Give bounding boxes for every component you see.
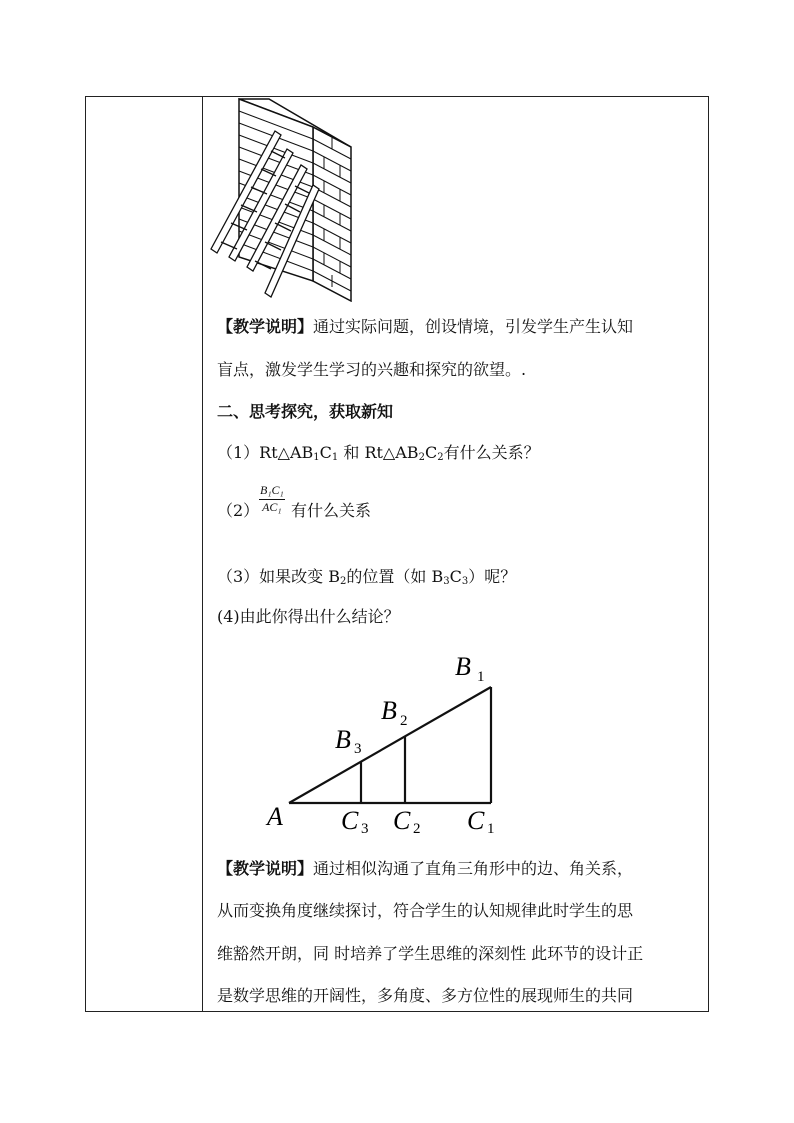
content-cell bbox=[203, 97, 708, 1011]
fraction-numerator: B₁C₁ bbox=[259, 483, 285, 500]
q1-sub: 2 bbox=[437, 452, 444, 463]
question-4: (4)由此你得出什么结论？ bbox=[217, 607, 400, 626]
explanation-1-line-2: 盲点，激发学生学习的兴趣和探究的欲望。. bbox=[217, 360, 527, 379]
explanation-1-line-1 bbox=[217, 317, 633, 337]
label-a: A bbox=[267, 802, 283, 831]
q3-suffix: ）呢？ bbox=[468, 567, 517, 586]
q3-text: 的位置（如 B bbox=[346, 567, 444, 586]
label-c1-sub: 1 bbox=[487, 821, 495, 837]
explanation-text: 通过相似沟通了直角三角形中的边、角关系， bbox=[313, 859, 634, 878]
explanation-label: 【教学说明】 bbox=[217, 317, 314, 336]
question-1 bbox=[217, 443, 540, 468]
label-c1: C bbox=[467, 806, 485, 835]
question-2-suffix: 有什么关系 bbox=[291, 501, 372, 520]
explanation-text: 通过实际问题，创设情境，引发学生产生认知 bbox=[313, 317, 634, 336]
label-b3: B bbox=[335, 725, 351, 754]
label-b2-sub: 2 bbox=[400, 713, 408, 729]
q1-sub: 1 bbox=[313, 452, 320, 463]
q3-text: C bbox=[449, 567, 462, 586]
label-b2: B bbox=[381, 696, 397, 725]
label-c3: C bbox=[341, 806, 359, 835]
label-c3-sub: 3 bbox=[361, 821, 369, 837]
q1-prefix: （1）Rt△AB bbox=[217, 443, 314, 462]
q1-sub: 1 bbox=[331, 452, 339, 463]
question-3 bbox=[217, 567, 516, 592]
q1-suffix: 有什么关系？ bbox=[443, 443, 540, 462]
question-2-prefix: （2） bbox=[217, 501, 260, 520]
label-b1-sub: 1 bbox=[477, 669, 485, 685]
explanation-2-line-2: 从而变换角度继续探讨，符合学生的认知规律此时学生的思 bbox=[217, 901, 634, 920]
explanation-2-line-4: 是数学思维的开阔性，多角度、多方位性的展现师生的共同 bbox=[217, 986, 634, 1005]
q1-text: 和 Rt△AB bbox=[338, 443, 419, 462]
q3-sub: 2 bbox=[340, 576, 347, 587]
section-heading: 二、思考探究，获取新知 bbox=[217, 402, 394, 421]
label-b3-sub: 3 bbox=[354, 741, 362, 757]
explanation-2-line-1 bbox=[217, 859, 633, 879]
lesson-table bbox=[85, 96, 709, 1012]
label-b1: B bbox=[455, 652, 471, 681]
fraction bbox=[259, 483, 285, 515]
explanation-2-line-3: 维豁然开朗，同 时培养了学生思维的深刻性 此环节的设计正 bbox=[217, 944, 644, 963]
q1-sub: 2 bbox=[418, 452, 425, 463]
label-c2-sub: 2 bbox=[413, 821, 421, 837]
q3-sub: 3 bbox=[443, 576, 450, 587]
label-c2: C bbox=[393, 806, 411, 835]
q3-prefix: （3）如果改变 B bbox=[217, 567, 341, 586]
q1-text: C bbox=[319, 443, 332, 462]
q3-sub: 3 bbox=[461, 576, 469, 587]
similar-triangles-figure bbox=[259, 645, 519, 840]
ladder-wall-illustration bbox=[209, 97, 369, 302]
fraction-denominator: AC₁ bbox=[262, 500, 282, 514]
explanation-label: 【教学说明】 bbox=[217, 859, 314, 878]
q1-text: C bbox=[424, 443, 438, 462]
